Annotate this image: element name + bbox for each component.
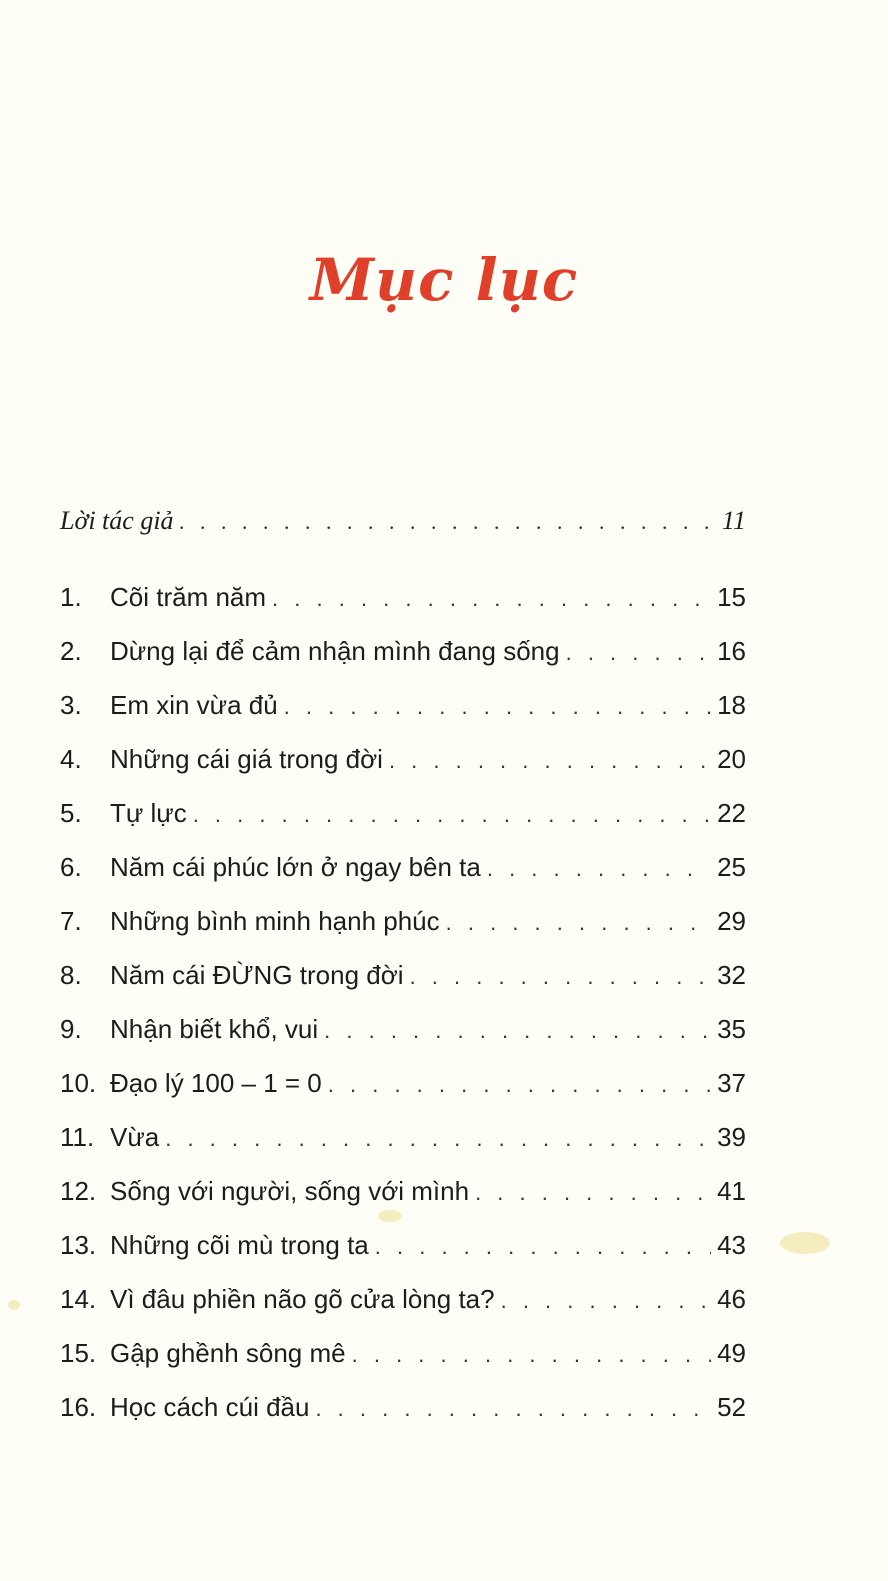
toc-entry-number: 1. [60,582,82,612]
toc-entry-preface[interactable] [60,494,746,548]
dot-leader [375,1220,711,1274]
toc-entry-label: Đạo lý 100 – 1 = 0 [110,1068,322,1098]
toc-entry-number: 13. [60,1230,97,1260]
dot-leader [501,1274,711,1328]
toc-entry-label: Em xin vừa đủ [110,690,278,720]
toc-page-number: 22 [717,798,746,828]
toc-entry-number: 16. [60,1392,97,1422]
dot-leader [566,626,711,680]
dot-leader [328,1058,711,1112]
toc-entry-number: 10. [60,1068,97,1098]
toc-page-number: 32 [717,960,746,990]
toc-page-number: 15 [717,582,746,612]
toc-entry[interactable] [60,678,746,732]
toc-page-number: 20 [717,744,746,774]
toc-entry[interactable] [60,840,746,894]
toc-entry-number: 5. [60,798,82,828]
toc-entry[interactable] [60,1326,746,1380]
toc-entry-label: Học cách cúi đầu [110,1392,310,1422]
paper-stain [378,1210,402,1222]
toc-page-number: 41 [717,1176,746,1206]
toc-entry[interactable] [60,624,746,678]
paper-stain [780,1232,830,1254]
toc-page-number: 11 [721,506,746,535]
toc-page-number: 43 [717,1230,746,1260]
dot-leader [389,734,711,788]
dot-leader [272,572,711,626]
dot-leader [352,1328,711,1382]
toc-entry-label: Dừng lại để cảm nhận mình đang sống [110,636,560,666]
toc-entry[interactable] [60,948,746,1002]
toc-page-number: 35 [717,1014,746,1044]
toc-page-number: 25 [717,852,746,882]
toc-entry[interactable] [60,1110,746,1164]
dot-leader [165,1112,711,1166]
dot-leader [324,1004,711,1058]
dot-leader [180,495,716,549]
toc-entry[interactable] [60,1056,746,1110]
toc-page-number: 49 [717,1338,746,1368]
dot-leader [284,680,711,734]
toc-entry-number: 8. [60,960,82,990]
toc-page-number: 46 [717,1284,746,1314]
dot-leader [410,950,712,1004]
toc-entry[interactable] [60,1164,746,1218]
toc-entry-label: Những cõi mù trong ta [110,1230,369,1260]
toc-entry-label: Gập ghềnh sông mê [110,1338,346,1368]
toc-page-number: 29 [717,906,746,936]
toc-entry[interactable] [60,1218,746,1272]
dot-leader [193,788,711,842]
toc-entry-number: 6. [60,852,82,882]
toc-page-number: 16 [717,636,746,666]
toc-entry[interactable] [60,732,746,786]
dot-leader [446,896,711,950]
toc-entry-number: 14. [60,1284,97,1314]
toc-entry-label: Những cái giá trong đời [110,744,383,774]
toc-entry-label: Năm cái ĐỪNG trong đời [110,960,404,990]
toc-entry-label: Nhận biết khổ, vui [110,1014,319,1044]
toc-entry-number: 12. [60,1176,97,1206]
toc-entry-number: 11. [60,1122,95,1152]
toc-entry-number: 15. [60,1338,97,1368]
toc-entry-label: Cõi trăm năm [110,582,267,612]
toc-page-number: 52 [717,1392,746,1422]
toc-entry-label: Năm cái phúc lớn ở ngay bên ta [110,852,481,882]
toc-page-number: 39 [717,1122,746,1152]
toc-entry[interactable] [60,1002,746,1056]
toc-entry-number: 4. [60,744,82,774]
toc-entry-number: 2. [60,636,82,666]
toc-entry-label: Vừa [110,1122,160,1152]
toc-entry-label: Tự lực [110,798,187,828]
toc-entry-label: Những bình minh hạnh phúc [110,906,440,936]
dot-leader [487,842,711,896]
toc-entry[interactable] [60,1380,746,1434]
toc-entry[interactable] [60,894,746,948]
toc-entry-label: Lời tác giả [60,506,174,535]
toc-page-number: 18 [717,690,746,720]
dot-leader [315,1382,711,1436]
page-title: Mục lục [309,246,579,314]
toc-entry-number: 7. [60,906,82,936]
table-of-contents [60,494,746,1434]
toc-entry-number: 3. [60,690,82,720]
toc-entry-number: 9. [60,1014,82,1044]
paper-stain [8,1300,20,1310]
toc-entry[interactable] [60,1272,746,1326]
toc-page-number: 37 [717,1068,746,1098]
toc-entry-label: Sống với người, sống với mình [110,1176,470,1206]
toc-entry-label: Vì đâu phiền não gõ cửa lòng ta? [110,1284,495,1314]
toc-entry[interactable] [60,786,746,840]
toc-entry[interactable] [60,570,746,624]
dot-leader [475,1166,711,1220]
